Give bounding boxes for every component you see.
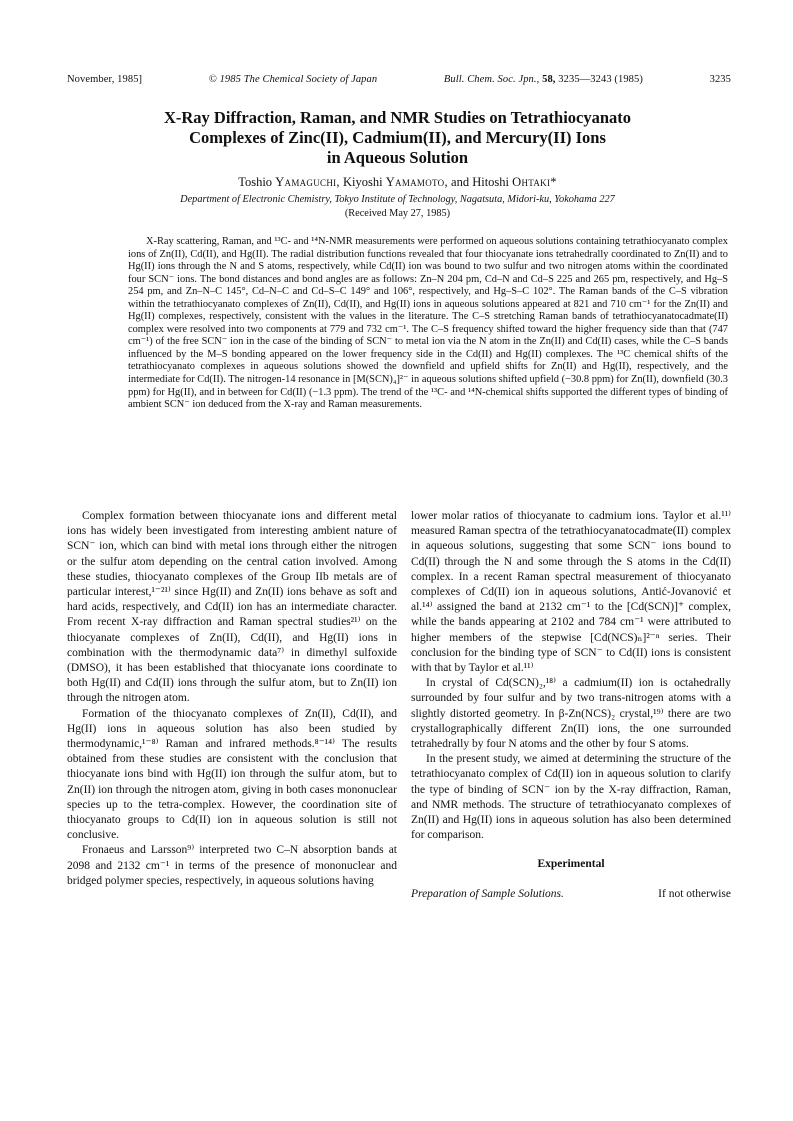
affiliation: Department of Electronic Chemistry, Tokyo Institute of Technology, Nagatsuta, Midori-ku, Yokohama 227 bbox=[180, 194, 615, 205]
running-head-copyright: © 1985 The Chemical Society of Japan bbox=[208, 74, 378, 85]
running-head bbox=[67, 74, 731, 85]
journal-volume: 58, bbox=[542, 74, 556, 85]
intro-paragraph-3: Fronaeus and Larsson⁹⁾ interpreted two C–N absorption bands at 2098 and 2132 cm⁻¹ in terms of the presence of mononuclear and bridged polymer species, respectively, in aqueous solutions having bbox=[67, 844, 397, 887]
intro-paragraph-4: lower molar ratios of thiocyanate to cadmium ions. Taylor et al.¹¹⁾ measured Raman spectra of the tetrathiocyanatocadmate(II) complex in aqueous solutions, suggesting that some SCN⁻ ions bound to Cd(II) through the N and some through the S atoms in the Cd(II) complex. In a recent Raman spectral measurement of thiocyanato complexes of Cd(II) ion in aqueous solutions, Antić-Jovanović et al.¹⁴⁾ assigned the band at 2132 cm⁻¹ to the [Cd(SCN)]⁺ complex, while the bands appearing at 2102 and 784 cm⁻¹ were attributed to higher members of the stepwise [Cd(NCS)ₙ]²⁻ⁿ series. Their conclusion for the binding type of SCN⁻ to Cd(II) ions is consistent with that by Taylor et al.¹¹⁾ bbox=[411, 510, 731, 675]
subsection-heading: Preparation of Sample Solutions. bbox=[411, 887, 564, 900]
received-date: (Received May 27, 1985) bbox=[344, 208, 451, 219]
author-3-family: Ohtaki* bbox=[512, 175, 557, 189]
subsection-text: If not otherwise bbox=[658, 887, 731, 900]
page-number: 3235 bbox=[709, 74, 731, 85]
journal-pages: 3235—3243 (1985) bbox=[558, 74, 643, 85]
left-column bbox=[67, 509, 397, 889]
title-line-1: X-Ray Diffraction, Raman, and NMR Studies on Tetrathiocyanato bbox=[163, 108, 632, 127]
author-2-given: Kiyoshi bbox=[342, 175, 383, 189]
running-head-date: November, 1985] bbox=[67, 74, 143, 85]
affiliation-block bbox=[90, 193, 705, 221]
intro-paragraph-6: In the present study, we aimed at determining the structure of the tetrathiocyanato complex of Cd(II) ion in aqueous solution to clarify the type of binding of SCN⁻ ion by the X-ray diffraction, Raman, and NMR methods. The structure of tetrathiocyanato complexes of Zn(II) and Hg(II) ions in aqueous solution has also been determined for comparison. bbox=[411, 753, 731, 842]
section-heading-experimental: Experimental bbox=[537, 858, 605, 871]
author-3-given: Hitoshi bbox=[472, 175, 510, 189]
author-1-family: Yamaguchi, bbox=[275, 175, 340, 189]
abstract-text: X-Ray scattering, Raman, and ¹³C- and ¹⁴N-NMR measurements were performed on aqueous solutions containing tetrathiocyanato complex ions of Zn(II), Cd(II), and Hg(II). The radial distribution functions revealed that four thiocyanate ions tetrahedrally coordinated to Zn(II) and to Hg(II) ions through the N and S atoms, respectively, while Cd(II) ion was bound to two sulfur and two nitrogen atoms within the coordinated four SCN⁻ ions. The bond distances and bond angles are as follows: Zn–N 204 pm, Cd–N and Cd–S 225 and 265 pm, respectively, and Hg–S 254 pm, and Zn–N–C 145°, Cd–N–C and Cd–S–C 149° and 106°, respectively, and Hg–S–C 102°. The Raman bands of the C–S vibration within the tetrathiocyanato complexes of Zn(II), Cd(II), and Hg(II) ions in aqueous solutions appeared at 821 and 710 cm⁻¹ for the Zn(II) and Hg(II) complexes, respectively, consistent with the values in the literature. The C–S stretching Raman bands of tetrathiocyanatocadmate(II) complex were resolved into two components at 779 and 732 cm⁻¹. The C–S frequency shifted toward the higher frequency side than that (747 cm⁻¹) of the free SCN⁻ ion in the case of the binding of SCN⁻ to metal ion via the N atom in the Zn(II) and Cd(II) cases, while the C–S bands influenced by the M–S bonding appeared on the lower frequency side in the Cd(II) and Hg(II) complexes. The ¹³C chemical shifts of the tetrathiocyanato complexes in aqueous solutions showed the downfield and upfield shifts for Zn(II) and Hg(II), respectively, and the intermediate for Cd(II). The nitrogen-14 resonance in [M(SCN)₄]²⁻ in aqueous solutions shifted upfield (−30.8 ppm) for Zn(II), downfield (30.3 ppm) for Hg(II), and in between for Cd(II) (−1.3 ppm). The trend of the ¹³C- and ¹⁴N-chemical shifts supported the different types of binding of ambient SCN⁻ ion deduced from the X-ray and Raman measurements. bbox=[128, 236, 728, 411]
author-1-given: Toshio bbox=[238, 175, 273, 189]
intro-paragraph-2: Formation of the thiocyanato complexes of Zn(II), Cd(II), and Hg(II) ions in aqueous solution has also been studied by thermodynamic,¹⁻⁸⁾ Raman and infrared methods.⁸⁻¹⁴⁾ The results obtained from these studies are consistent with the conclusion that thiocyanate ions bind with Hg(II) ion through the sulfur atom, but to Zn(II) ion through the nitrogen atom, giving in both cases mononuclear species up to the tetra-complex. However, the coordination site of thiocyanato groups to Cd(II) ion in aqueous solution is still not conclusive. bbox=[67, 707, 397, 842]
author-2-family: Yamamoto, bbox=[385, 175, 448, 189]
title-line-3: in Aqueous Solution bbox=[326, 148, 469, 167]
journal-name: Bull. Chem. Soc. Jpn., bbox=[443, 74, 540, 85]
subsection-line bbox=[411, 887, 731, 902]
title-line-2: Complexes of Zinc(II), Cadmium(II), and Mercury(II) Ions bbox=[189, 128, 606, 147]
abstract bbox=[128, 236, 728, 412]
author-conjunction: and bbox=[451, 175, 470, 189]
right-column bbox=[411, 509, 731, 902]
intro-paragraph-1: Complex formation between thiocyanate ions and different metal ions has widely been investigated from interesting ambient nature of SCN⁻ ion, which can bind with metal ions through either the nitrogen or the sulfur atom depending on the central cation involved. Among these studies, thiocyanato complexes of the Group IIb metals are of particular interest,¹⁻²¹⁾ since Hg(II) and Zn(II) ions behave as soft and hard acids, respectively, and Cd(II) ion has an intermediate character. From recent X-ray diffraction and Raman spectral studies²¹⁾ on the thiocyanate complexes of Zn(II), Cd(II), and Hg(II) ions in combination with the thermodynamic data⁷⁾ in dimethyl sulfoxide (DMSO), it has been established that thiocyanate ions coordinate to both Hg(II) and Cd(II) ions through the sulfur atom, but to Zn(II) ion through the nitrogen atom. bbox=[67, 510, 397, 705]
author-list bbox=[90, 175, 705, 190]
running-head-citation bbox=[444, 74, 643, 85]
paper-title bbox=[90, 108, 705, 168]
intro-paragraph-5: In crystal of Cd(SCN)₂,¹⁸⁾ a cadmium(II) ion is octahedrally surrounded by four sulfur and by two trans-nitrogen atoms with a slightly distorted geometry. In β-Zn(NCS)₂ crystal,¹⁹⁾ there are two crystallographically different Zn(II) ions, the one surrounded tetrahedrally by four N atoms and the other by four S atoms. bbox=[411, 677, 731, 751]
